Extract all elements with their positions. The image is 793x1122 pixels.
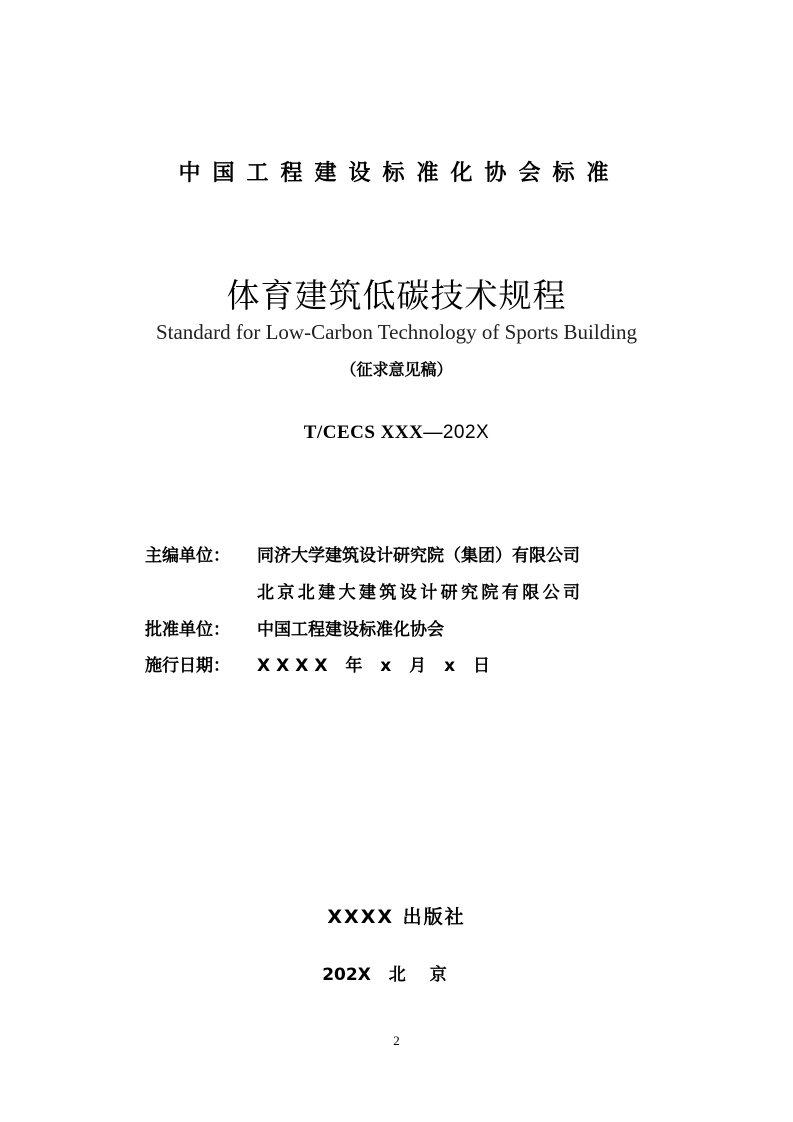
page-number: 2: [393, 1033, 400, 1048]
publication-city: 北京: [388, 965, 471, 985]
document-title-english: Standard for Low-Carbon Technology of Sports Building: [155, 320, 638, 344]
standard-code-year: 202X: [442, 422, 490, 443]
approver-label: 批准单位：: [145, 620, 230, 640]
editor-unit-1: 同济大学建筑设计研究院（集团）有限公司: [257, 546, 580, 566]
standard-code-prefix: T/CECS XXX—: [303, 422, 443, 443]
standard-code: [0, 422, 793, 444]
approver-unit: 中国工程建设标准化协会: [257, 620, 444, 640]
editor-unit-2: 北京北建大建筑设计研究院有限公司: [257, 583, 584, 603]
editor-label: 主编单位：: [145, 546, 230, 566]
publisher-name: XXXX 出版社: [327, 906, 466, 928]
publication-line: [0, 960, 793, 985]
document-title-chinese: 体育建筑低碳技术规程: [226, 276, 567, 315]
effective-date: XXXX 年 x 月 x 日: [257, 656, 496, 676]
draft-note: （征求意见稿）: [340, 360, 453, 379]
organization-standard-header: 中国工程建设标准化协会标准: [178, 161, 621, 186]
effective-date-label: 施行日期：: [145, 656, 230, 676]
publication-year: 202X: [322, 965, 371, 985]
